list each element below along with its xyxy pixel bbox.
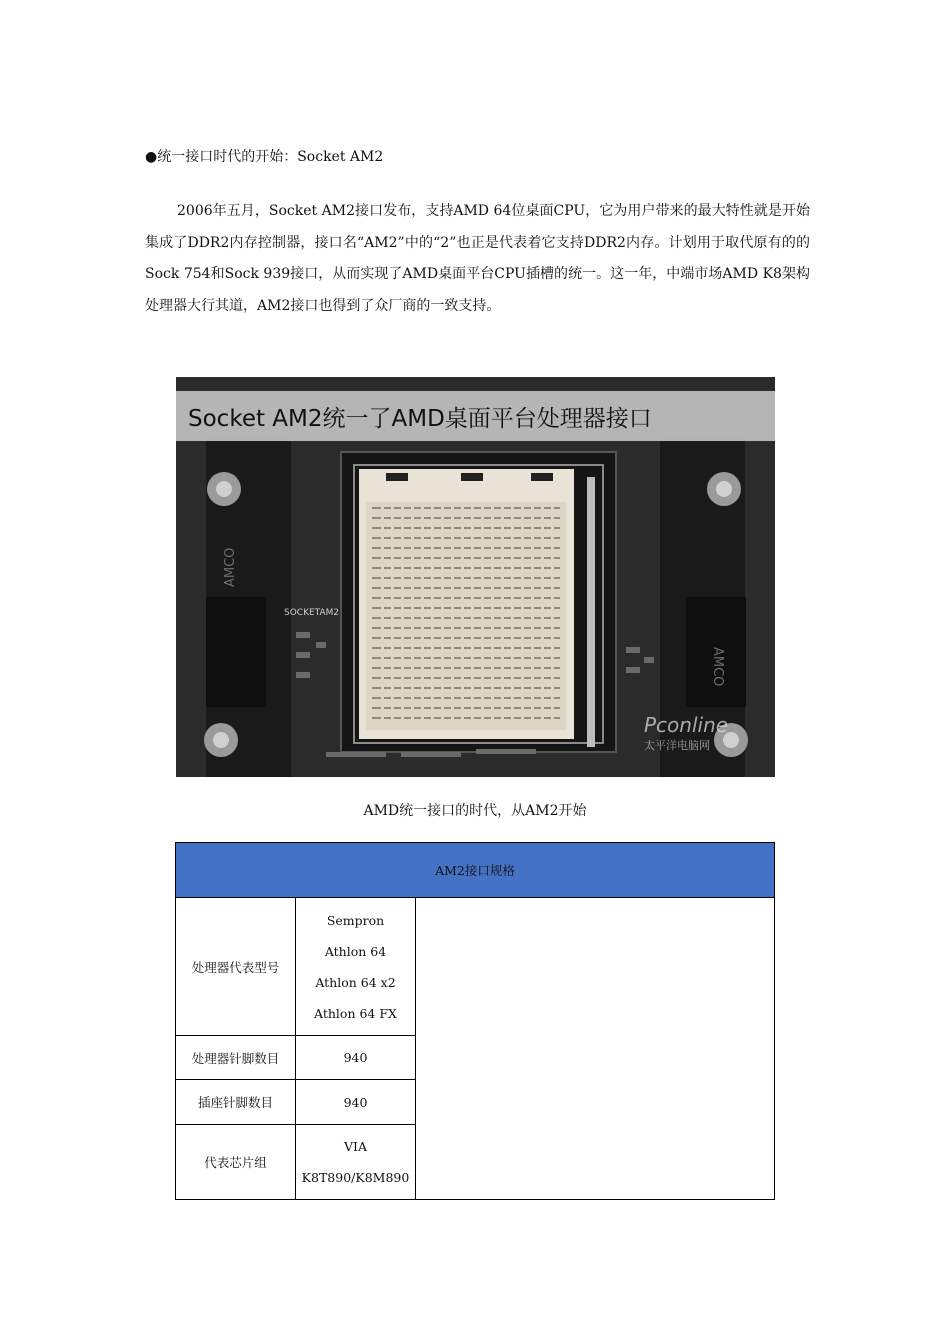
body-paragraph: 2006年五月，Socket AM2接口发布，支持AMD 64位桌面CPU，它为用户带来的最大特性就是开始集成了DDR2内存控制器，接口名“AM2”中的“2”也正是代表着它支持DDR2内存。计划用于取代原有的的Sock 754和Sock 939接口，从而实现了AMD桌面平台CPU插槽的统一。这一年，中端市场AMD K8架构处理器大行其道，AM2接口也得到了众厂商的一致支持。: [145, 203, 810, 314]
spec-table-title: AM2接口规格: [176, 843, 775, 898]
spec-value: Athlon 64 FX: [314, 1005, 397, 1021]
spec-value: Athlon 64: [324, 943, 387, 959]
section-heading: ●统一接口时代的开始：Socket AM2: [145, 149, 384, 165]
amco-label-left: AMCO: [223, 547, 238, 587]
watermark-subtitle: 太平洋电脑网: [644, 739, 710, 752]
spec-value: 940: [296, 1080, 416, 1125]
spec-table-empty-cell: [416, 898, 775, 1200]
spec-value: K8T890/K8M890: [301, 1170, 410, 1185]
spec-value: Athlon 64 x2: [315, 974, 396, 990]
amco-label-right: AMCO: [710, 647, 725, 687]
spec-table: [175, 842, 775, 1200]
spec-row-values: [296, 1125, 416, 1200]
socket-photo: [176, 377, 775, 777]
watermark-logo: Pconline: [644, 713, 729, 737]
spec-row-label: 处理器代表型号: [176, 898, 296, 1036]
spec-value: Sempron: [326, 912, 385, 928]
spec-row-values: [296, 898, 416, 1036]
image-banner: [176, 391, 775, 441]
board-silkscreen-label: SOCKETAM2: [284, 608, 340, 618]
spec-value: VIA: [344, 1139, 367, 1154]
spec-row-label: 处理器针脚数目: [176, 1036, 296, 1080]
figure-caption: AMD统一接口的时代，从AM2开始: [363, 803, 587, 819]
spec-row-label: 代表芯片组: [176, 1125, 296, 1200]
image-banner-text: Socket AM2统一了AMD桌面平台处理器接口: [188, 406, 652, 432]
spec-row-label: 插座针脚数目: [176, 1080, 296, 1125]
spec-value: 940: [296, 1036, 416, 1080]
